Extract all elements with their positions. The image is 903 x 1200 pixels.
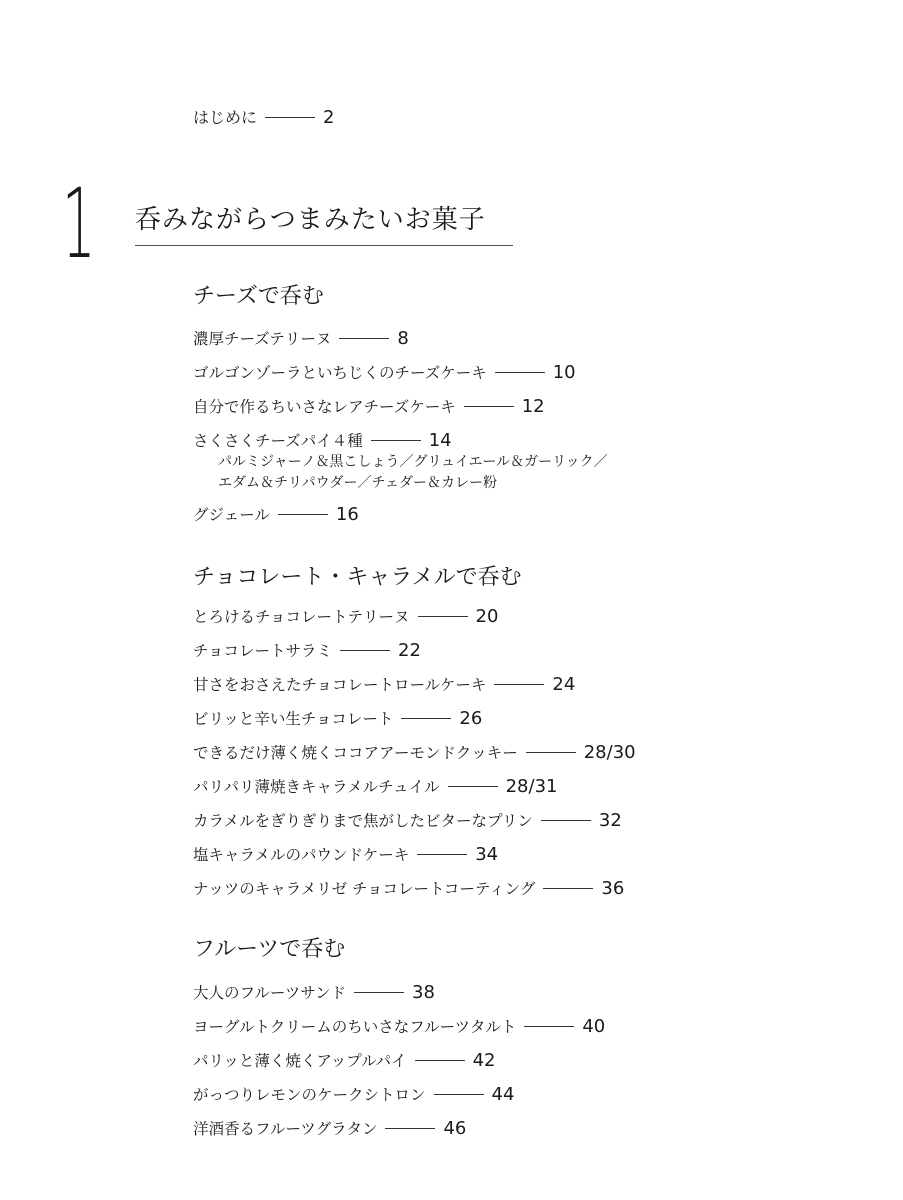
leader-line (278, 514, 328, 515)
entry-page: 22 (398, 640, 421, 661)
leader-line (495, 372, 545, 373)
leader-line (464, 406, 514, 407)
entry-label: ナッツのキャラメリゼ チョコレートコーティング (193, 880, 536, 898)
toc-entry (193, 674, 883, 696)
entry-subtitle: パルミジャーノ＆黒こしょう／グリュイエール＆ガーリック／ (218, 454, 608, 470)
entry-subtitle: エダム＆チリパウダー／チェダー＆カレー粉 (218, 475, 498, 491)
entry-page: 12 (521, 396, 545, 417)
leader-line (434, 1094, 484, 1095)
section-heading: フルーツで呑む (193, 937, 346, 962)
entry-label: 塩キャラメルのパウンドケーキ (193, 846, 410, 864)
entry-label: チョコレートサラミ (193, 642, 333, 660)
leader-line (543, 888, 593, 889)
entry-page: 46 (443, 1118, 467, 1139)
leader-line (494, 684, 544, 685)
toc-section-cheese (193, 282, 883, 526)
leader-line (418, 616, 468, 617)
entry-page: 44 (491, 1084, 515, 1105)
entry-page: 36 (601, 878, 625, 899)
chapter-title: 呑みながらつまみたいお菓子 (135, 205, 486, 235)
entry-page: 40 (582, 1016, 606, 1037)
toc-entry (193, 776, 883, 798)
toc-intro-page: 2 (323, 107, 335, 128)
entry-label: パリッと薄く焼くアップルパイ (193, 1052, 407, 1070)
entry-label: 洋酒香るフルーツグラタン (193, 1120, 378, 1138)
toc-entry (193, 640, 883, 662)
toc-entry (193, 742, 883, 764)
toc-entry (193, 430, 883, 452)
toc-entry (193, 328, 883, 350)
leader-line (448, 786, 498, 787)
entry-label: グジェール (193, 506, 270, 524)
entry-page: 16 (335, 504, 359, 525)
entry-page: 34 (475, 844, 499, 865)
entry-label: がっつりレモンのケークシトロン (193, 1086, 426, 1104)
toc-entry (193, 810, 883, 832)
toc-entry (193, 1050, 883, 1072)
entry-label: ビリッと辛い生チョコレート (193, 710, 394, 728)
chapter-number: 1 (62, 168, 96, 280)
entry-page: 28/31 (505, 776, 558, 797)
toc-entry (193, 844, 883, 866)
entry-page: 10 (552, 362, 576, 383)
entry-label: さくさくチーズパイ４種 (193, 432, 363, 450)
entry-page: 38 (412, 982, 435, 1003)
leader-line (339, 338, 389, 339)
entry-label: パリパリ薄焼きキャラメルチュイル (193, 778, 440, 796)
entry-page: 8 (397, 328, 409, 349)
leader-line (401, 718, 451, 719)
leader-line (354, 992, 404, 993)
leader-line (340, 650, 390, 651)
toc-intro (193, 107, 334, 129)
toc-intro-label: はじめに (193, 108, 258, 127)
toc-entry (193, 362, 883, 384)
toc-section-chocolate-caramel (193, 563, 883, 900)
toc-entry (193, 1084, 883, 1106)
entry-label: 甘さをおさえたチョコレートロールケーキ (193, 676, 487, 694)
toc-entry (193, 982, 883, 1004)
leader-line (526, 752, 576, 753)
entry-page: 26 (459, 708, 483, 729)
entry-page: 42 (472, 1050, 496, 1071)
entry-label: 大人のフルーツサンド (193, 984, 346, 1002)
leader-line (371, 440, 421, 441)
toc-section-fruit (193, 935, 883, 1140)
leader-line (385, 1128, 435, 1129)
entry-label: 濃厚チーズテリーヌ (193, 330, 332, 348)
entry-page: 28/30 (583, 742, 636, 763)
toc-entry (193, 708, 883, 730)
toc-entry (193, 504, 883, 526)
entry-page: 14 (428, 430, 452, 451)
entry-label: できるだけ薄く焼くココアアーモンドクッキー (193, 744, 518, 762)
chapter-title-underline (135, 245, 513, 246)
leader-line (524, 1026, 574, 1027)
entry-label: ヨーグルトクリームのちいさなフルーツタルト (193, 1018, 517, 1036)
entry-label: カラメルをぎりぎりまで焦がしたビターなプリン (193, 812, 533, 830)
entry-page: 24 (552, 674, 576, 695)
entry-page: 20 (475, 606, 499, 627)
entry-page: 32 (598, 810, 622, 831)
toc-entry (193, 1118, 883, 1140)
section-heading: チーズで呑む (193, 284, 324, 309)
section-heading: チョコレート・キャラメルで呑む (193, 565, 522, 590)
leader-line (265, 117, 315, 118)
entry-label: とろけるチョコレートテリーヌ (193, 608, 410, 626)
entry-label: 自分で作るちいさなレアチーズケーキ (193, 398, 456, 416)
toc-entry (193, 878, 883, 900)
leader-line (541, 820, 591, 821)
leader-line (417, 854, 467, 855)
leader-line (415, 1060, 465, 1061)
toc-entry (193, 396, 883, 418)
toc-entry (193, 1016, 883, 1038)
toc-entry (193, 606, 883, 628)
entry-label: ゴルゴンゾーラといちじくのチーズケーキ (193, 364, 487, 382)
